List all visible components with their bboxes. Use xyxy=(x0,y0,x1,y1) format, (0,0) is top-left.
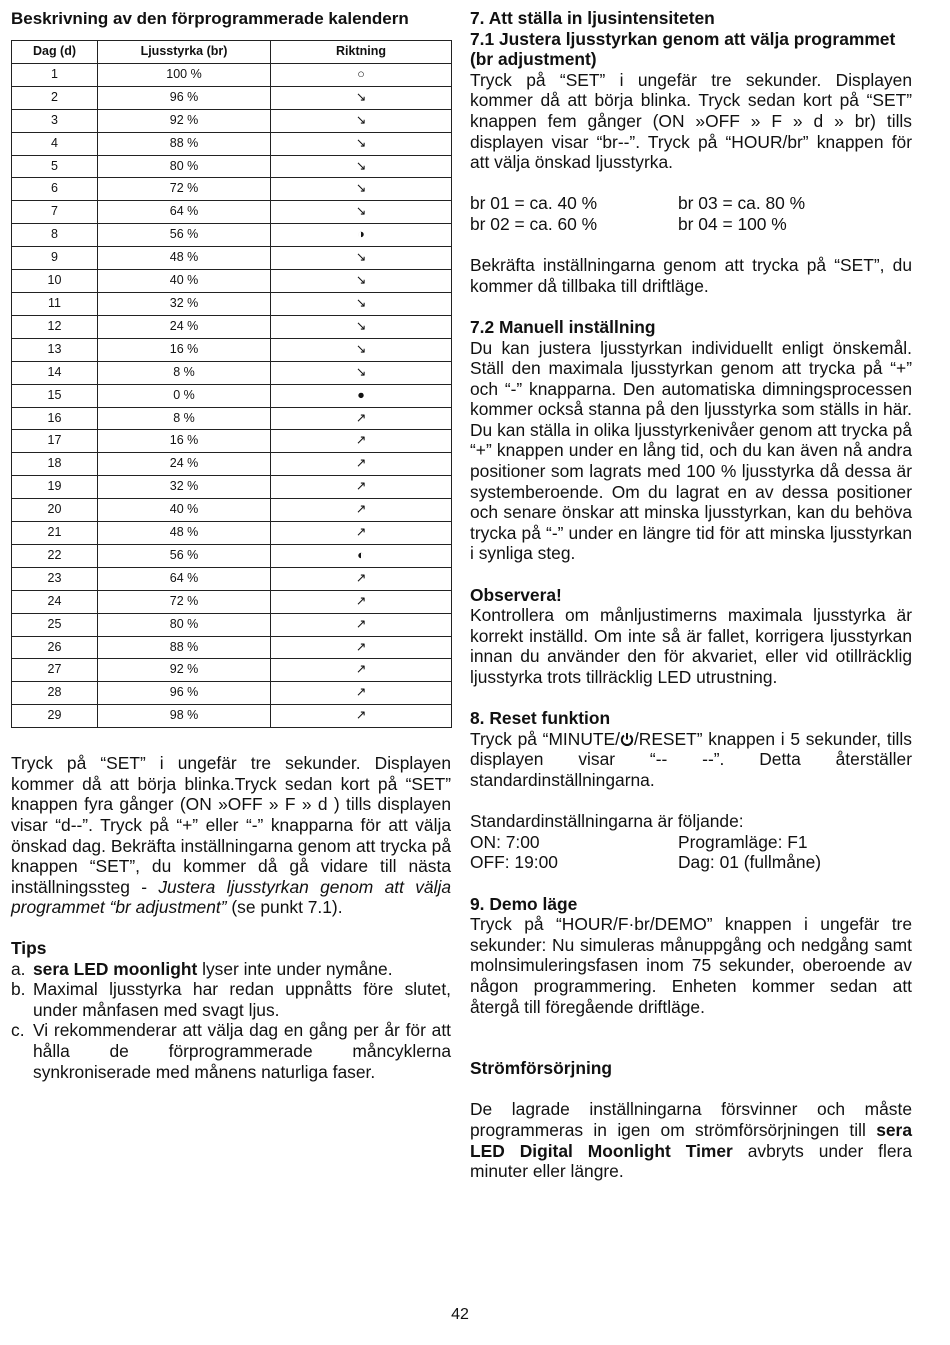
table-row xyxy=(12,476,452,499)
table-row xyxy=(12,63,452,86)
tip-bold: sera LED moonlight xyxy=(33,958,198,979)
table-header-row xyxy=(12,41,452,64)
tip-marker: b. xyxy=(11,979,26,1000)
table-row xyxy=(12,590,452,613)
day-cell: 24 xyxy=(12,590,98,613)
day-cell: 27 xyxy=(12,659,98,682)
table-row xyxy=(12,155,452,178)
table-row xyxy=(12,544,452,567)
day-cell: 16 xyxy=(12,407,98,430)
header-direction: Riktning xyxy=(271,41,452,64)
section-9-heading: 9. Demo läge xyxy=(470,893,578,914)
left-column xyxy=(11,8,451,1082)
tip-item xyxy=(11,959,451,980)
power-supply-heading: Strömförsörjning xyxy=(470,1058,613,1079)
brightness-cell: 98 % xyxy=(98,705,271,728)
brightness-cell: 92 % xyxy=(98,659,271,682)
standard-settings-intro: Standardinställningarna är följande: xyxy=(470,811,744,832)
brightness-cell: 80 % xyxy=(98,155,271,178)
brightness-cell: 80 % xyxy=(98,613,271,636)
table-row xyxy=(12,453,452,476)
day-cell: 18 xyxy=(12,453,98,476)
table-title: Beskrivning av den förprogrammerade kalendern xyxy=(11,9,409,28)
brightness-cell: 56 % xyxy=(98,544,271,567)
standard-on: ON: 7:00 xyxy=(470,831,540,852)
br-values-row xyxy=(470,193,912,214)
brightness-cell: 24 % xyxy=(98,315,271,338)
table-row xyxy=(12,109,452,132)
section-7-2-text: Du kan justera ljusstyrkan individuellt enligt önskemål. Ställ den maximala ljusstyrkan genom att trycka på “+” och “-” knapparna. Den automatiska dimningsprocessen kommer också stanna på den ljusstyrka som ställs in här. Du kan ställa in olika ljusstyrkenivåer genom att trycka på “+” knappen under en lång tid, och du kan även nå andra positioner som lagrats med 100 % ljusstyrka då dessa är systemberoende. Om du lagrat en av dessa positioner och senare önskar att minska ljusstyrkan, kan du behöva trycka på “-” under en längre tid för att minska ljusstyrkan i synliga steg. xyxy=(470,337,912,564)
power-text-end: avbryts under flera minuter eller längre. xyxy=(470,1140,912,1182)
tips-heading: Tips xyxy=(11,937,47,958)
section-7-heading: 7. Att ställa in ljusintensiteten xyxy=(470,8,715,28)
direction-cell: ↘ xyxy=(271,292,452,315)
day-cell: 15 xyxy=(12,384,98,407)
day-setting-italic: Justera ljusstyrkan genom att välja programmet “br adjustment” xyxy=(11,876,451,918)
day-cell: 23 xyxy=(12,567,98,590)
standard-day: Dag: 01 (fullmåne) xyxy=(678,852,822,873)
tip-text: Vi rekommenderar att välja dag en gång per år för att hålla de förprogrammerade måncyklerna synkroniserade med månens naturliga faser. xyxy=(33,1020,451,1082)
day-cell: 29 xyxy=(12,705,98,728)
tips-list xyxy=(11,959,451,1083)
table-row xyxy=(12,292,452,315)
brightness-cell: 32 % xyxy=(98,292,271,315)
tip-item xyxy=(11,1020,451,1082)
brightness-cell: 96 % xyxy=(98,86,271,109)
observe-text: Kontrollera om månljustimerns maximala ljusstyrka är korrekt inställd. Om inte så är fallet, korrigera ljusstyrkan innan du använder den för akvariet, eller vid otillräcklig ljusstyrka trots tillräcklig LED utrustning. xyxy=(470,605,912,687)
day-cell: 7 xyxy=(12,201,98,224)
brightness-cell: 88 % xyxy=(98,636,271,659)
br-02-value: br 02 = ca. 60 % xyxy=(470,213,598,234)
direction-cell: ● xyxy=(271,384,452,407)
brightness-cell: 16 % xyxy=(98,430,271,453)
direction-cell: ↘ xyxy=(271,86,452,109)
br-01-value: br 01 = ca. 40 % xyxy=(470,193,598,214)
table-row xyxy=(12,682,452,705)
day-setting-ref: (se punkt 7.1). xyxy=(226,897,343,918)
reset-text-end: /RESET” knappen i 5 sekunder, tills displayen visar “-- --”. Detta återställer standardinställningarna. xyxy=(470,728,912,790)
table-row xyxy=(12,659,452,682)
brightness-cell: 16 % xyxy=(98,338,271,361)
brightness-cell: 40 % xyxy=(98,499,271,522)
brightness-cell: 92 % xyxy=(98,109,271,132)
direction-cell: ↗ xyxy=(271,476,452,499)
table-row xyxy=(12,178,452,201)
direction-cell: ↗ xyxy=(271,705,452,728)
direction-cell: ○ xyxy=(271,63,452,86)
table-row xyxy=(12,338,452,361)
table-row xyxy=(12,522,452,545)
right-column xyxy=(470,8,912,1182)
brightness-cell: 48 % xyxy=(98,522,271,545)
tip-marker: c. xyxy=(11,1020,25,1041)
power-text-start: De lagrade inställningarna försvinner och måste programmeras in igen om strömförsörjningen till xyxy=(470,1099,912,1141)
standard-off: OFF: 19:00 xyxy=(470,852,558,873)
direction-cell: ↗ xyxy=(271,659,452,682)
day-cell: 13 xyxy=(12,338,98,361)
brightness-cell: 0 % xyxy=(98,384,271,407)
observe-heading: Observera! xyxy=(470,584,562,605)
day-setting-text: Tryck på “SET” i ungefär tre sekunder. Displayen kommer då att börja blinka.Tryck sedan kort på “SET” knappen fyra gånger (ON »OFF » F » d ) tills displayen visar “d--”. Tryck på “+” eller “-” knapparna för att välja önskad dag. Bekräfta inställningarna genom att trycka på knappen “SET”, du kommer då gå vidare till nästa inställningssteg - xyxy=(11,753,451,897)
brightness-cell: 64 % xyxy=(98,201,271,224)
direction-cell: ↗ xyxy=(271,682,452,705)
direction-cell: ↗ xyxy=(271,522,452,545)
direction-cell: ↘ xyxy=(271,247,452,270)
brightness-cell: 100 % xyxy=(98,63,271,86)
power-icon xyxy=(620,732,634,747)
direction-cell: ↗ xyxy=(271,499,452,522)
day-cell: 4 xyxy=(12,132,98,155)
table-row xyxy=(12,430,452,453)
day-cell: 21 xyxy=(12,522,98,545)
brightness-cell: 72 % xyxy=(98,178,271,201)
table-row xyxy=(12,270,452,293)
day-cell: 14 xyxy=(12,361,98,384)
day-cell: 28 xyxy=(12,682,98,705)
brightness-cell: 64 % xyxy=(98,567,271,590)
table-row xyxy=(12,567,452,590)
section-9-text: Tryck på “HOUR/F·br/DEMO” knappen i ungefär tre sekunder: Nu simuleras månuppgång och nedgång samt molnsimuleringsfasen inom 75 sekunder, oberoende av någon programmering. Enheten kommer sedan att återgå till föregående driftläge. xyxy=(470,914,912,1017)
table-row xyxy=(12,636,452,659)
direction-cell: ↗ xyxy=(271,567,452,590)
brightness-cell: 40 % xyxy=(98,270,271,293)
table-row xyxy=(12,247,452,270)
section-7-1-confirm: Bekräfta inställningarna genom att trycka på “SET”, du kommer då tillbaka till driftläge. xyxy=(470,255,912,296)
direction-cell: ↗ xyxy=(271,453,452,476)
brightness-cell: 48 % xyxy=(98,247,271,270)
direction-cell: ↘ xyxy=(271,155,452,178)
day-cell: 5 xyxy=(12,155,98,178)
br-03-value: br 03 = ca. 80 % xyxy=(678,193,806,214)
section-7-1-heading: 7.1 Justera ljusstyrkan genom att välja programmet (br adjustment) xyxy=(470,28,896,70)
page-number: 42 xyxy=(451,1306,469,1323)
standard-program: Programläge: F1 xyxy=(678,831,808,852)
day-cell: 2 xyxy=(12,86,98,109)
br-04-value: br 04 = 100 % xyxy=(678,213,787,234)
calendar-table xyxy=(11,40,452,728)
power-product-name: sera LED Digital Moonlight Timer xyxy=(470,1120,912,1161)
day-cell: 25 xyxy=(12,613,98,636)
header-day: Dag (d) xyxy=(12,41,98,64)
tip-item xyxy=(11,979,451,1020)
tip-text: Maximal ljusstyrka har redan uppnåtts före slutet, under månfasen med svagt ljus. xyxy=(33,979,451,1020)
direction-cell: ↗ xyxy=(271,430,452,453)
day-cell: 12 xyxy=(12,315,98,338)
day-cell: 9 xyxy=(12,247,98,270)
table-row xyxy=(12,705,452,728)
day-cell: 26 xyxy=(12,636,98,659)
brightness-cell: 96 % xyxy=(98,682,271,705)
direction-cell: ↘ xyxy=(271,270,452,293)
table-row xyxy=(12,132,452,155)
table-row xyxy=(12,407,452,430)
direction-cell: ↘ xyxy=(271,315,452,338)
day-cell: 11 xyxy=(12,292,98,315)
direction-cell: ◐ xyxy=(271,544,452,567)
brightness-cell: 88 % xyxy=(98,132,271,155)
direction-cell: ↗ xyxy=(271,636,452,659)
day-cell: 17 xyxy=(12,430,98,453)
day-setting-paragraph xyxy=(11,753,451,918)
day-cell: 3 xyxy=(12,109,98,132)
day-cell: 19 xyxy=(12,476,98,499)
direction-cell: ↘ xyxy=(271,361,452,384)
tip-marker: a. xyxy=(11,958,26,979)
table-row xyxy=(12,613,452,636)
day-cell: 8 xyxy=(12,224,98,247)
br-values-row xyxy=(470,214,912,235)
calendar-table-body xyxy=(12,63,452,727)
direction-cell: ↗ xyxy=(271,590,452,613)
day-cell: 1 xyxy=(12,63,98,86)
standard-settings-row xyxy=(470,852,912,873)
section-8-text xyxy=(470,729,912,791)
power-supply-text xyxy=(470,1099,912,1181)
direction-cell: ↗ xyxy=(271,407,452,430)
section-7-1-text: Tryck på “SET” i ungefär tre sekunder. Displayen kommer då att börja blinka. Tryck sedan kort på “SET” knappen fem gånger (ON »OFF » F » d » br) tills displayen visar “br--”. Tryck på “HOUR/br” knappen för att välja önskad ljusstyrka. xyxy=(470,69,912,173)
direction-cell: ↘ xyxy=(271,178,452,201)
direction-cell: ◑ xyxy=(271,224,452,247)
direction-cell: ↗ xyxy=(271,613,452,636)
section-8-heading: 8. Reset funktion xyxy=(470,708,611,729)
table-row xyxy=(12,499,452,522)
brightness-cell: 72 % xyxy=(98,590,271,613)
day-cell: 10 xyxy=(12,270,98,293)
tip-text: lyser inte under nymåne. xyxy=(197,958,393,979)
direction-cell: ↘ xyxy=(271,109,452,132)
section-7-2-heading: 7.2 Manuell inställning xyxy=(470,316,656,337)
reset-text-start: Tryck på “MINUTE/ xyxy=(470,728,620,749)
day-cell: 22 xyxy=(12,544,98,567)
table-row xyxy=(12,384,452,407)
day-cell: 20 xyxy=(12,499,98,522)
table-row xyxy=(12,315,452,338)
table-row xyxy=(12,224,452,247)
table-row xyxy=(12,86,452,109)
brightness-cell: 8 % xyxy=(98,407,271,430)
table-row xyxy=(12,361,452,384)
brightness-cell: 24 % xyxy=(98,453,271,476)
direction-cell: ↘ xyxy=(271,338,452,361)
standard-settings-row xyxy=(470,832,912,853)
table-row xyxy=(12,201,452,224)
direction-cell: ↘ xyxy=(271,201,452,224)
brightness-cell: 8 % xyxy=(98,361,271,384)
direction-cell: ↘ xyxy=(271,132,452,155)
header-brightness: Ljusstyrka (br) xyxy=(98,41,271,64)
day-cell: 6 xyxy=(12,178,98,201)
brightness-cell: 32 % xyxy=(98,476,271,499)
brightness-cell: 56 % xyxy=(98,224,271,247)
